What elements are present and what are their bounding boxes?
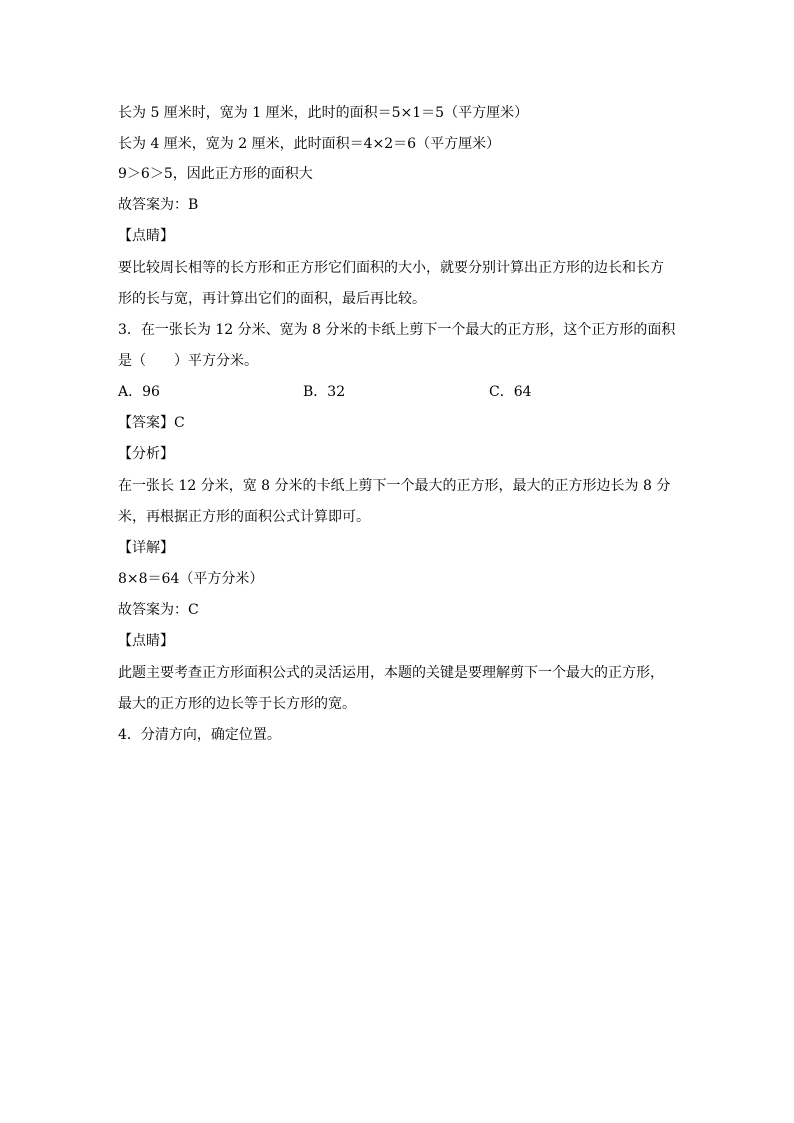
text-line: 故答案为：C bbox=[118, 602, 199, 618]
section-heading: 【点睛】 bbox=[118, 228, 174, 244]
answer-label: 【答案】C bbox=[118, 415, 185, 431]
section-heading: 【点睛】 bbox=[118, 633, 174, 649]
choice-c: C．64 bbox=[489, 384, 532, 400]
section-heading: 【分析】 bbox=[118, 446, 174, 462]
text-line: 最大的正方形的边长等于长方形的宽。 bbox=[118, 696, 356, 712]
question-line: 是（ ）平方分米。 bbox=[118, 353, 258, 369]
question-line: 3．在一张长为 12 分米、宽为 8 分米的卡纸上剪下一个最大的正方形，这个正方形的面积 bbox=[118, 322, 676, 338]
text-line: 要比较周长相等的长方形和正方形它们面积的大小，就要分别计算出正方形的边长和长方 bbox=[118, 260, 664, 276]
choice-b: B．32 bbox=[303, 384, 346, 400]
choice-a: A．96 bbox=[118, 384, 160, 400]
text-line: 9＞6＞5，因此正方形的面积大 bbox=[118, 166, 313, 182]
section-heading: 【详解】 bbox=[118, 540, 174, 556]
text-line: 长为 4 厘米，宽为 2 厘米，此时面积＝4×2＝6（平方厘米） bbox=[118, 136, 501, 152]
text-line: 长为 5 厘米时，宽为 1 厘米，此时的面积＝5×1＝5（平方厘米） bbox=[118, 105, 529, 121]
question-line: 4．分清方向，确定位置。 bbox=[118, 727, 281, 743]
text-line: 形的长与宽，再计算出它们的面积，最后再比较。 bbox=[118, 291, 426, 307]
text-line: 在一张长 12 分米，宽 8 分米的卡纸上剪下一个最大的正方形，最大的正方形边长为 8 分 bbox=[118, 478, 671, 494]
text-line: 此题主要考查正方形面积公式的灵活运用，本题的关键是要理解剪下一个最大的正方形， bbox=[118, 665, 664, 681]
text-line: 8×8＝64（平方分米） bbox=[118, 571, 264, 587]
text-line: 米，再根据正方形的面积公式计算即可。 bbox=[118, 509, 370, 525]
text-line: 故答案为：B bbox=[118, 197, 199, 213]
